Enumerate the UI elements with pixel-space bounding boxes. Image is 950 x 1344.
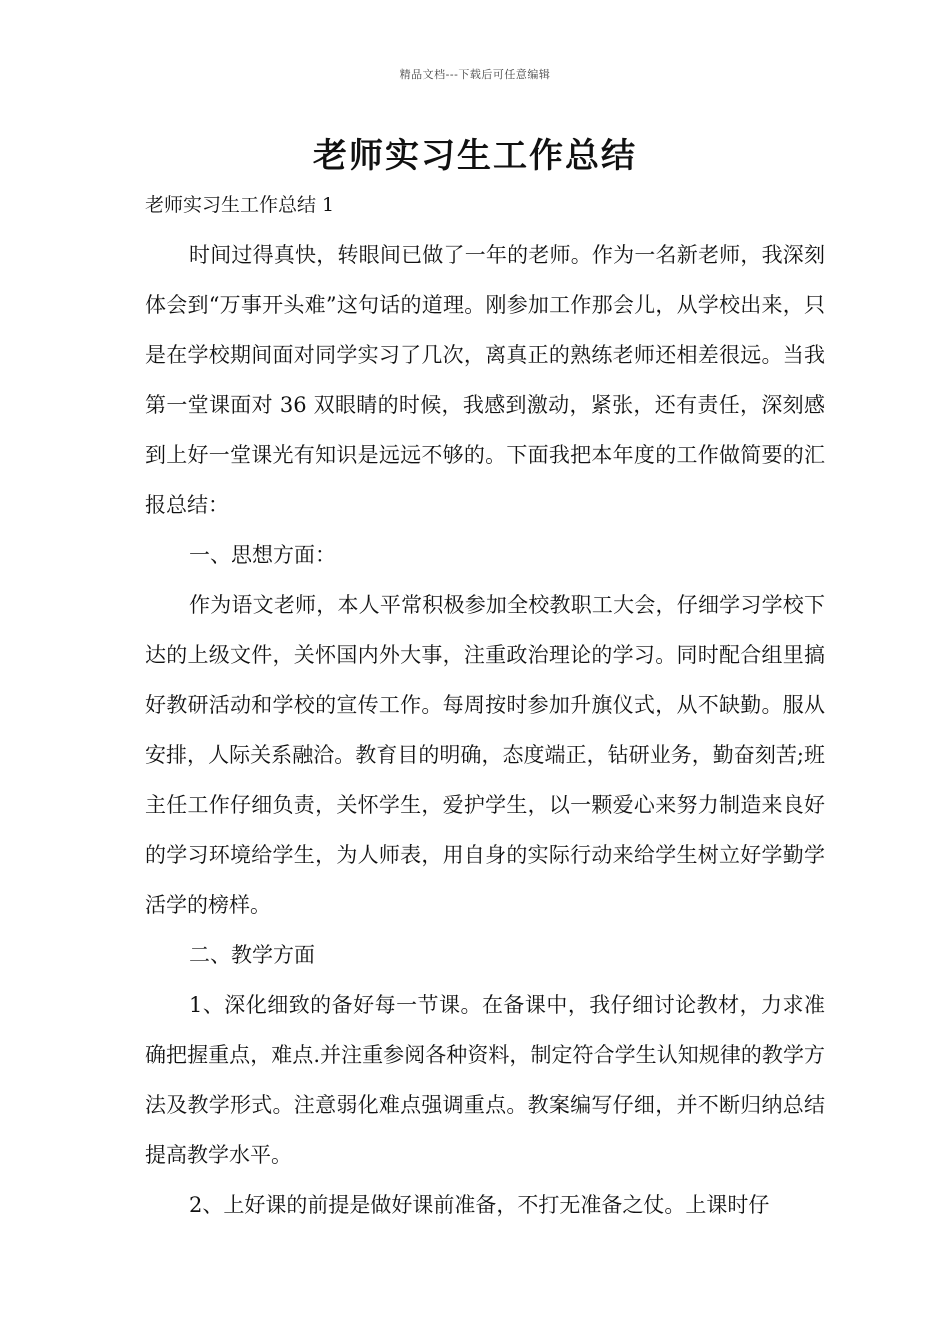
paragraph-intro: 时间过得真快，转眼间已做了一年的老师。作为一名新老师，我深刻体会到“万事开头难”这句话的道理。刚参加工作那会儿，从学校出来，只是在学校期间面对同学实习了几次，离真正的熟练老师还相差很远。当我第一堂课面对 36 双眼睛的时候，我感到激动，紧张，还有责任，深刻感到上好一堂课光有知识是远远不够的。下面我把本年度的工作做简要的汇报总结： xyxy=(145,243,825,517)
paragraph-thought: 作为语文老师，本人平常积极参加全校教职工大会，仔细学习学校下达的上级文件，关怀国内外大事，注重政治理论的学习。同时配合组里搞好教研活动和学校的宣传工作。每周按时参加升旗仪式，从不缺勤。服从安排，人际关系融洽。教育目的明确，态度端正，钻研业务，勤奋刻苦;班主任工作仔细负责，关怀学生，爱护学生，以一颗爱心来努力制造来良好的学习环境给学生，为人师表，用自身的实际行动来给学生树立好学勤学活学的榜样。 xyxy=(145,593,825,917)
paragraph-teaching-2: 2、上好课的前提是做好课前准备，不打无准备之仗。上课时仔 xyxy=(189,1193,770,1217)
paragraph-teaching-1: 1、深化细致的备好每一节课。在备课中，我仔细讨论教材，力求准确把握重点，难点.并注重参阅各种资料，制定符合学生认知规律的教学方法及教学形式。注意弱化难点强调重点。教案编写仔细，并不断归纳总结提高教学水平。 xyxy=(145,993,825,1167)
document-subtitle: 老师实习生工作总结 1 xyxy=(145,194,335,216)
document-body xyxy=(145,230,825,1230)
section-heading-thought: 一、思想方面： xyxy=(189,543,336,567)
header-note: 精品文档---下载后可任意编辑 xyxy=(399,68,551,81)
document-title: 老师实习生工作总结 xyxy=(313,136,637,176)
section-heading-teaching: 二、教学方面 xyxy=(189,943,315,967)
